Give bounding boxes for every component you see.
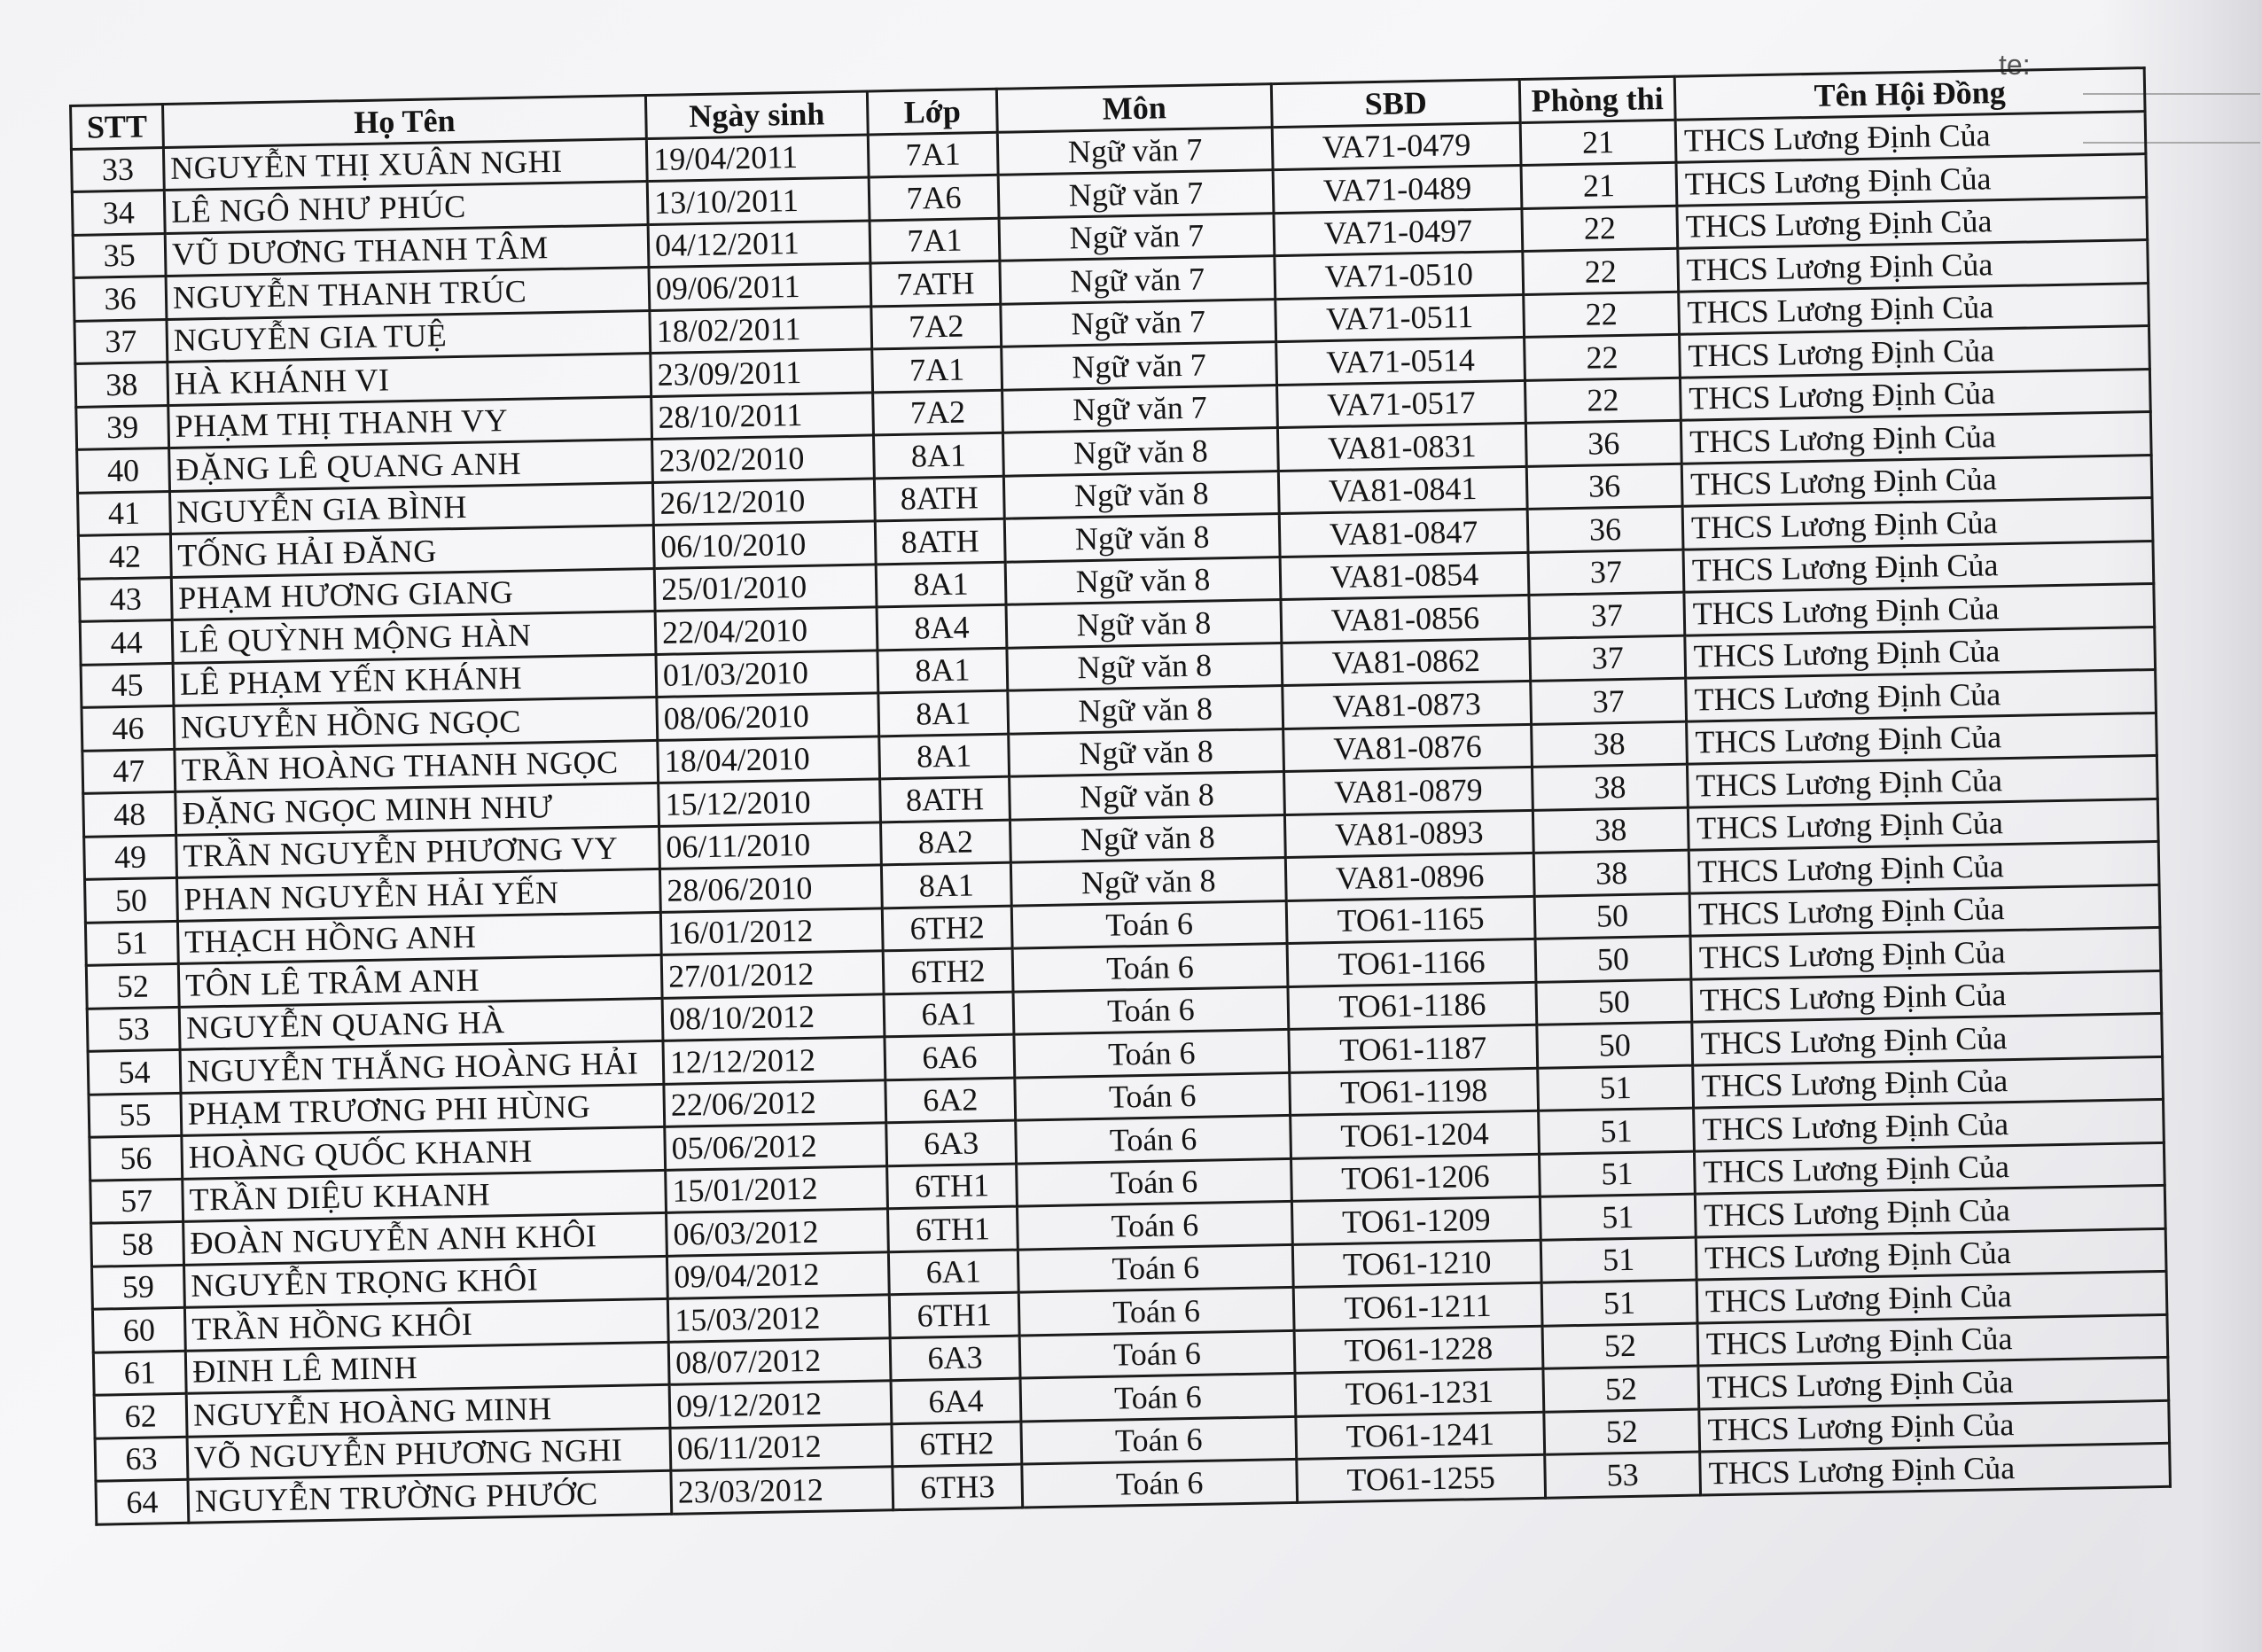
cell-dob: 15/01/2012 (666, 1165, 888, 1212)
corner-note: te: (1999, 49, 2031, 81)
cell-sbd: VA81-0862 (1282, 638, 1531, 686)
cell-room: 38 (1532, 721, 1688, 768)
cell-subject: Ngữ văn 7 (997, 127, 1273, 175)
cell-council: THCS Lương Định Của (1689, 841, 2159, 892)
cell-dob: 18/02/2011 (650, 306, 872, 353)
cell-subject: Toán 6 (1018, 1244, 1293, 1292)
cell-subject: Ngữ văn 8 (1003, 471, 1279, 518)
cell-stt: 39 (76, 405, 169, 449)
cell-sbd: TO61-1165 (1286, 896, 1535, 944)
cell-name: TÔN LÊ TRÂM ANH (178, 955, 662, 1006)
cell-name: TỐNG HẢI ĐĂNG (170, 525, 654, 576)
cell-subject: Ngữ văn 8 (1004, 514, 1280, 562)
cell-dob: 15/12/2010 (659, 779, 881, 826)
cell-room: 21 (1520, 120, 1676, 166)
cell-name: ĐẶNG NGỌC MINH NHƯ (176, 783, 659, 834)
cell-subject: Toán 6 (1017, 1201, 1292, 1249)
cell-name: TRẦN HOÀNG THANH NGỌC (175, 740, 659, 791)
cell-council: THCS Lương Định Của (1678, 240, 2149, 292)
cell-council: THCS Lương Định Của (1698, 1357, 2169, 1408)
cell-dob: 08/07/2012 (668, 1337, 891, 1384)
cell-subject: Toán 6 (1016, 1115, 1291, 1163)
cell-stt: 52 (86, 963, 179, 1008)
table-body (71, 111, 2170, 1524)
cell-class: 6TH1 (887, 1206, 1018, 1251)
cell-class: 6A1 (884, 992, 1014, 1037)
cell-dob: 28/06/2010 (659, 865, 882, 912)
cell-subject: Ngữ văn 7 (999, 213, 1275, 261)
cell-class: 8A1 (881, 862, 1011, 908)
cell-stt: 53 (87, 1007, 180, 1051)
cell-council: THCS Lương Định Của (1700, 1443, 2171, 1494)
header-stt: STT (71, 105, 164, 149)
cell-council: THCS Lương Định Của (1691, 970, 2162, 1022)
cell-class: 8A1 (879, 734, 1010, 779)
cell-name: NGUYỄN TRƯỜNG PHƯỚC (188, 1470, 672, 1522)
header-sbd: SBD (1271, 80, 1520, 128)
cell-sbd: TO61-1209 (1291, 1196, 1540, 1244)
cell-name: NGUYỄN THANH TRÚC (166, 268, 650, 319)
cell-dob: 06/11/2010 (659, 822, 882, 869)
cell-subject: Ngữ văn 7 (1000, 256, 1275, 304)
cell-room: 50 (1537, 1022, 1693, 1068)
cell-name: THẠCH HỒNG ANH (177, 912, 661, 963)
cell-sbd: VA81-0896 (1285, 853, 1534, 900)
cell-class: 6A1 (888, 1250, 1018, 1295)
cell-stt: 55 (89, 1093, 182, 1137)
cell-council: THCS Lương Định Của (1677, 197, 2148, 248)
cell-sbd: TO61-1186 (1288, 982, 1537, 1030)
cell-class: 6TH2 (883, 948, 1013, 994)
cell-stt: 40 (77, 448, 170, 493)
cell-sbd: TO61-1204 (1291, 1110, 1540, 1158)
cell-dob: 04/12/2011 (648, 220, 870, 267)
cell-name: NGUYỄN THỊ XUÂN NGHI (163, 138, 647, 190)
cell-name: ĐOÀN NGUYỄN ANH KHÔI (183, 1212, 667, 1264)
cell-sbd: VA81-0831 (1277, 423, 1526, 471)
cell-room: 51 (1538, 1065, 1694, 1111)
cell-class: 7ATH (870, 261, 1001, 306)
cell-stt: 33 (71, 147, 164, 191)
cell-class: 7A2 (871, 304, 1002, 349)
cell-subject: Ngữ văn 8 (1009, 729, 1284, 776)
cell-room: 50 (1535, 936, 1691, 982)
cell-subject: Toán 6 (1018, 1287, 1294, 1335)
cell-dob: 27/01/2012 (661, 951, 884, 998)
cell-council: THCS Lương Định Của (1681, 455, 2152, 506)
cell-dob: 22/04/2010 (655, 607, 878, 654)
cell-subject: Ngữ văn 8 (1006, 600, 1282, 648)
cell-room: 53 (1545, 1452, 1701, 1498)
cell-stt: 42 (78, 534, 171, 578)
cell-room: 36 (1527, 506, 1683, 552)
header-council: Tên Hội Đồng (1674, 68, 2145, 120)
cell-sbd: VA81-0854 (1280, 552, 1529, 600)
cell-stt: 62 (94, 1393, 187, 1438)
cell-council: THCS Lương Định Của (1694, 1142, 2164, 1194)
header-dob: Ngày sinh (645, 91, 868, 138)
cell-room: 36 (1525, 420, 1681, 466)
cell-sbd: TO61-1211 (1293, 1282, 1542, 1330)
cell-room: 37 (1530, 635, 1686, 682)
cell-room: 38 (1533, 850, 1689, 896)
cell-sbd: VA81-0893 (1284, 810, 1533, 858)
cell-dob: 23/03/2012 (671, 1467, 893, 1514)
cell-name: NGUYỄN HOÀNG MINH (186, 1384, 670, 1436)
cell-council: THCS Lương Định Của (1683, 541, 2154, 592)
cell-council: THCS Lương Định Của (1685, 627, 2156, 678)
cell-council: THCS Lương Định Của (1687, 713, 2157, 764)
cell-sbd: VA81-0879 (1284, 767, 1533, 814)
cell-name: NGUYỄN HỒNG NGỌC (174, 697, 658, 748)
cell-stt: 59 (92, 1265, 185, 1309)
cell-subject: Ngữ văn 7 (998, 170, 1274, 218)
cell-dob: 25/01/2010 (654, 564, 877, 611)
cell-subject: Toán 6 (1021, 1416, 1297, 1464)
cell-class: 6TH3 (893, 1464, 1023, 1509)
cell-class: 8A1 (873, 432, 1003, 478)
cell-council: THCS Lương Định Của (1684, 583, 2155, 635)
cell-class: 6TH1 (889, 1292, 1019, 1337)
cell-subject: Toán 6 (1022, 1459, 1298, 1507)
cell-class: 6A3 (890, 1336, 1020, 1381)
cell-stt: 61 (93, 1351, 186, 1395)
cell-room: 22 (1525, 378, 1681, 424)
cell-room: 37 (1531, 678, 1687, 724)
cell-sbd: TO61-1210 (1292, 1240, 1541, 1288)
cell-name: VÕ NGUYỄN PHƯƠNG NGHI (187, 1428, 671, 1479)
cell-sbd: VA71-0497 (1274, 208, 1523, 256)
cell-stt: 38 (75, 362, 168, 407)
cell-subject: Ngữ văn 8 (1010, 857, 1286, 905)
cell-dob: 06/11/2012 (670, 1423, 893, 1470)
cell-room: 52 (1544, 1409, 1700, 1455)
cell-name: NGUYỄN THẮNG HOÀNG HẢI (180, 1040, 664, 1092)
cell-name: NGUYỄN GIA BÌNH (170, 482, 654, 534)
cell-sbd: VA71-0511 (1275, 294, 1525, 342)
cell-subject: Toán 6 (1011, 900, 1287, 948)
cell-council: THCS Lương Định Của (1687, 755, 2157, 807)
cell-name: NGUYỄN QUANG HÀ (179, 998, 663, 1049)
cell-council: THCS Lương Định Của (1681, 412, 2151, 464)
cell-sbd: VA71-0479 (1272, 122, 1521, 170)
cell-subject: Ngữ văn 8 (1008, 686, 1283, 734)
cell-room: 51 (1539, 1108, 1695, 1154)
cell-class: 7A1 (870, 218, 1000, 263)
cell-dob: 06/10/2010 (653, 521, 876, 568)
cell-dob: 09/06/2011 (649, 263, 871, 310)
cell-stt: 46 (82, 705, 175, 750)
cell-subject: Ngữ văn 8 (1007, 643, 1283, 690)
cell-name: LÊ NGÔ NHƯ PHÚC (164, 182, 648, 233)
cell-name: PHẠM THỊ THANH VY (168, 396, 652, 448)
cell-dob: 01/03/2010 (656, 650, 878, 697)
cell-stt: 36 (74, 277, 167, 321)
cell-dob: 23/02/2010 (652, 435, 875, 482)
cell-sbd: VA81-0847 (1279, 509, 1528, 557)
cell-sbd: VA81-0873 (1283, 681, 1532, 729)
cell-subject: Toán 6 (1020, 1373, 1296, 1421)
cell-dob: 26/12/2010 (652, 478, 875, 525)
cell-room: 22 (1525, 334, 1681, 380)
cell-stt: 37 (74, 319, 168, 363)
cell-name: LÊ QUỲNH MỘNG HÀN (172, 611, 656, 662)
cell-dob: 05/06/2012 (665, 1123, 887, 1170)
cell-class: 8ATH (875, 518, 1005, 564)
cell-council: THCS Lương Định Của (1692, 1013, 2163, 1064)
cell-sbd: TO61-1187 (1289, 1025, 1538, 1072)
cell-room: 38 (1532, 764, 1688, 810)
cell-room: 22 (1524, 292, 1680, 338)
cell-council: THCS Lương Định Của (1693, 1056, 2164, 1108)
cell-sbd: VA81-0841 (1278, 466, 1527, 514)
cell-class: 8A1 (878, 690, 1009, 736)
cell-sbd: TO61-1206 (1291, 1154, 1540, 1202)
cell-class: 6TH2 (882, 906, 1012, 951)
cell-subject: Ngữ văn 8 (1002, 428, 1278, 476)
cell-stt: 64 (96, 1479, 189, 1523)
cell-room: 22 (1523, 248, 1679, 294)
cell-stt: 35 (73, 233, 166, 277)
cell-name: ĐẶNG LÊ QUANG ANH (169, 440, 653, 491)
cell-name: TRẦN NGUYỄN PHƯƠNG VY (176, 826, 660, 877)
cell-sbd: VA71-0517 (1277, 380, 1526, 428)
cell-subject: Ngữ văn 8 (1005, 557, 1281, 604)
cell-stt: 60 (92, 1307, 185, 1352)
cell-room: 50 (1536, 979, 1692, 1025)
cell-room: 21 (1521, 162, 1677, 208)
cell-stt: 47 (82, 749, 176, 793)
cell-room: 52 (1542, 1323, 1698, 1369)
cell-council: THCS Lương Định Của (1696, 1228, 2166, 1280)
cell-subject: Toán 6 (1017, 1158, 1292, 1206)
cell-council: THCS Lương Định Của (1696, 1271, 2167, 1322)
cell-subject: Ngữ văn 7 (1001, 299, 1276, 347)
cell-stt: 57 (90, 1179, 183, 1223)
cell-class: 8A1 (876, 562, 1006, 607)
cell-council: THCS Lương Định Của (1699, 1400, 2170, 1452)
cell-dob: 12/12/2012 (663, 1037, 885, 1084)
cell-stt: 48 (83, 791, 176, 836)
cell-dob: 18/04/2010 (658, 736, 880, 783)
cell-sbd: VA71-0489 (1273, 165, 1522, 213)
cell-room: 36 (1526, 464, 1682, 510)
cell-name: TRẦN HỒNG KHÔI (184, 1298, 668, 1350)
cell-name: VŨ DƯƠNG THANH TÂM (165, 224, 649, 276)
cell-council: THCS Lương Định Của (1676, 154, 2147, 206)
cell-dob: 08/10/2012 (662, 994, 885, 1040)
cell-stt: 63 (95, 1437, 188, 1481)
cell-room: 51 (1541, 1280, 1697, 1326)
cell-council: THCS Lương Định Của (1680, 326, 2150, 378)
student-table (69, 66, 2172, 1525)
cell-class: 8ATH (874, 476, 1004, 521)
cell-stt: 50 (85, 877, 178, 922)
cell-council: THCS Lương Định Của (1695, 1185, 2165, 1236)
cell-class: 6A6 (885, 1034, 1015, 1079)
cell-class: 6A3 (886, 1120, 1017, 1165)
cell-class: 6TH1 (887, 1164, 1018, 1209)
cell-class: 6A4 (891, 1378, 1021, 1423)
cell-class: 8A2 (880, 820, 1010, 865)
cell-subject: Toán 6 (1014, 1029, 1290, 1077)
cell-dob: 28/10/2011 (651, 392, 874, 439)
cell-room: 52 (1543, 1366, 1699, 1412)
cell-dob: 15/03/2012 (667, 1295, 890, 1342)
cell-sbd: VA71-0514 (1276, 337, 1525, 385)
header-name: Họ Tên (163, 96, 647, 147)
cell-name: ĐINH LÊ MINH (185, 1342, 669, 1393)
cell-council: THCS Lương Định Của (1697, 1314, 2168, 1366)
cell-dob: 09/04/2012 (667, 1251, 889, 1298)
cell-room: 51 (1540, 1194, 1696, 1240)
cell-dob: 09/12/2012 (669, 1381, 892, 1428)
cell-room: 37 (1529, 592, 1685, 638)
cell-name: HOÀNG QUỐC KHANH (182, 1126, 666, 1178)
cell-subject: Toán 6 (1019, 1330, 1295, 1378)
header-class: Lớp (867, 89, 997, 134)
cell-subject: Toán 6 (1015, 1072, 1291, 1120)
cell-subject: Ngữ văn 8 (1010, 772, 1285, 820)
cell-council: THCS Lương Định Của (1680, 369, 2150, 420)
cell-subject: Ngữ văn 7 (1002, 385, 1278, 432)
cell-room: 38 (1533, 807, 1689, 853)
cell-council: THCS Lương Định Của (1682, 498, 2153, 549)
cell-sbd: TO61-1166 (1287, 939, 1536, 986)
cell-stt: 58 (91, 1221, 184, 1266)
cell-class: 6TH2 (892, 1422, 1022, 1467)
cell-stt: 45 (81, 663, 174, 707)
cell-room: 22 (1522, 206, 1678, 252)
cell-class: 7A1 (868, 132, 998, 177)
cell-stt: 49 (84, 835, 177, 879)
cell-class: 7A6 (869, 175, 999, 220)
cell-class: 8A4 (877, 604, 1007, 650)
cell-council: THCS Lương Định Của (1688, 799, 2158, 850)
cell-class: 8A1 (878, 648, 1008, 693)
cell-class: 8ATH (880, 776, 1010, 822)
header-subject: Môn (996, 84, 1272, 132)
cell-sbd: VA71-0510 (1275, 251, 1524, 299)
cell-council: THCS Lương Định Của (1679, 283, 2149, 334)
cell-council: THCS Lương Định Của (1689, 884, 2160, 936)
cell-sbd: TO61-1231 (1295, 1368, 1544, 1416)
cell-room: 37 (1528, 549, 1684, 596)
cell-stt: 54 (88, 1049, 181, 1094)
cell-council: THCS Lương Định Của (1694, 1099, 2164, 1150)
student-list-sheet (69, 66, 2169, 1525)
cell-name: PHAN NGUYỄN HẢI YẾN (177, 869, 661, 920)
cell-stt: 34 (72, 191, 165, 235)
cell-room: 51 (1539, 1151, 1695, 1197)
cell-dob: 23/09/2011 (651, 349, 873, 396)
cell-stt: 44 (80, 620, 173, 664)
cell-name: TRẦN DIỆU KHANH (183, 1170, 667, 1221)
cell-room: 50 (1534, 893, 1690, 939)
cell-council: THCS Lương Định Của (1686, 669, 2157, 721)
cell-subject: Ngữ văn 7 (1002, 342, 1277, 390)
cell-name: HÀ KHÁNH VI (168, 354, 651, 405)
cell-stt: 41 (78, 491, 171, 535)
cell-name: NGUYỄN GIA TUỆ (167, 310, 651, 362)
cell-sbd: VA81-0876 (1283, 724, 1533, 772)
cell-name: PHẠM HƯƠNG GIANG (171, 568, 655, 620)
cell-council: THCS Lương Định Của (1690, 927, 2161, 978)
cell-name: PHẠM TRƯƠNG PHI HÙNG (181, 1084, 665, 1135)
cell-sbd: TO61-1255 (1297, 1454, 1546, 1502)
cell-dob: 22/06/2012 (664, 1079, 886, 1126)
cell-class: 7A2 (873, 390, 1003, 435)
cell-dob: 06/03/2012 (667, 1209, 889, 1256)
cell-name: NGUYỄN TRỌNG KHÔI (184, 1256, 668, 1307)
cell-room: 51 (1540, 1237, 1696, 1283)
cell-name: LÊ PHẠM YẾN KHÁNH (173, 654, 657, 705)
cell-dob: 13/10/2011 (647, 177, 870, 224)
cell-class: 7A1 (872, 347, 1002, 392)
cell-stt: 43 (79, 577, 172, 621)
header-room: Phòng thi (1519, 76, 1675, 122)
cell-class: 6A2 (885, 1078, 1016, 1123)
cell-subject: Toán 6 (1012, 943, 1288, 991)
cell-sbd: VA81-0856 (1281, 595, 1530, 643)
cell-subject: Ngữ văn 8 (1010, 814, 1285, 862)
cell-sbd: TO61-1198 (1290, 1068, 1539, 1116)
cell-dob: 16/01/2012 (660, 908, 883, 955)
cell-sbd: TO61-1241 (1296, 1412, 1545, 1460)
cell-dob: 08/06/2010 (657, 693, 879, 740)
cell-stt: 51 (85, 921, 178, 965)
cell-sbd: TO61-1228 (1294, 1326, 1543, 1374)
cell-dob: 19/04/2011 (646, 134, 869, 181)
cell-council: THCS Lương Định Của (1675, 111, 2146, 162)
cell-subject: Toán 6 (1013, 986, 1289, 1034)
cell-stt: 56 (90, 1135, 183, 1180)
